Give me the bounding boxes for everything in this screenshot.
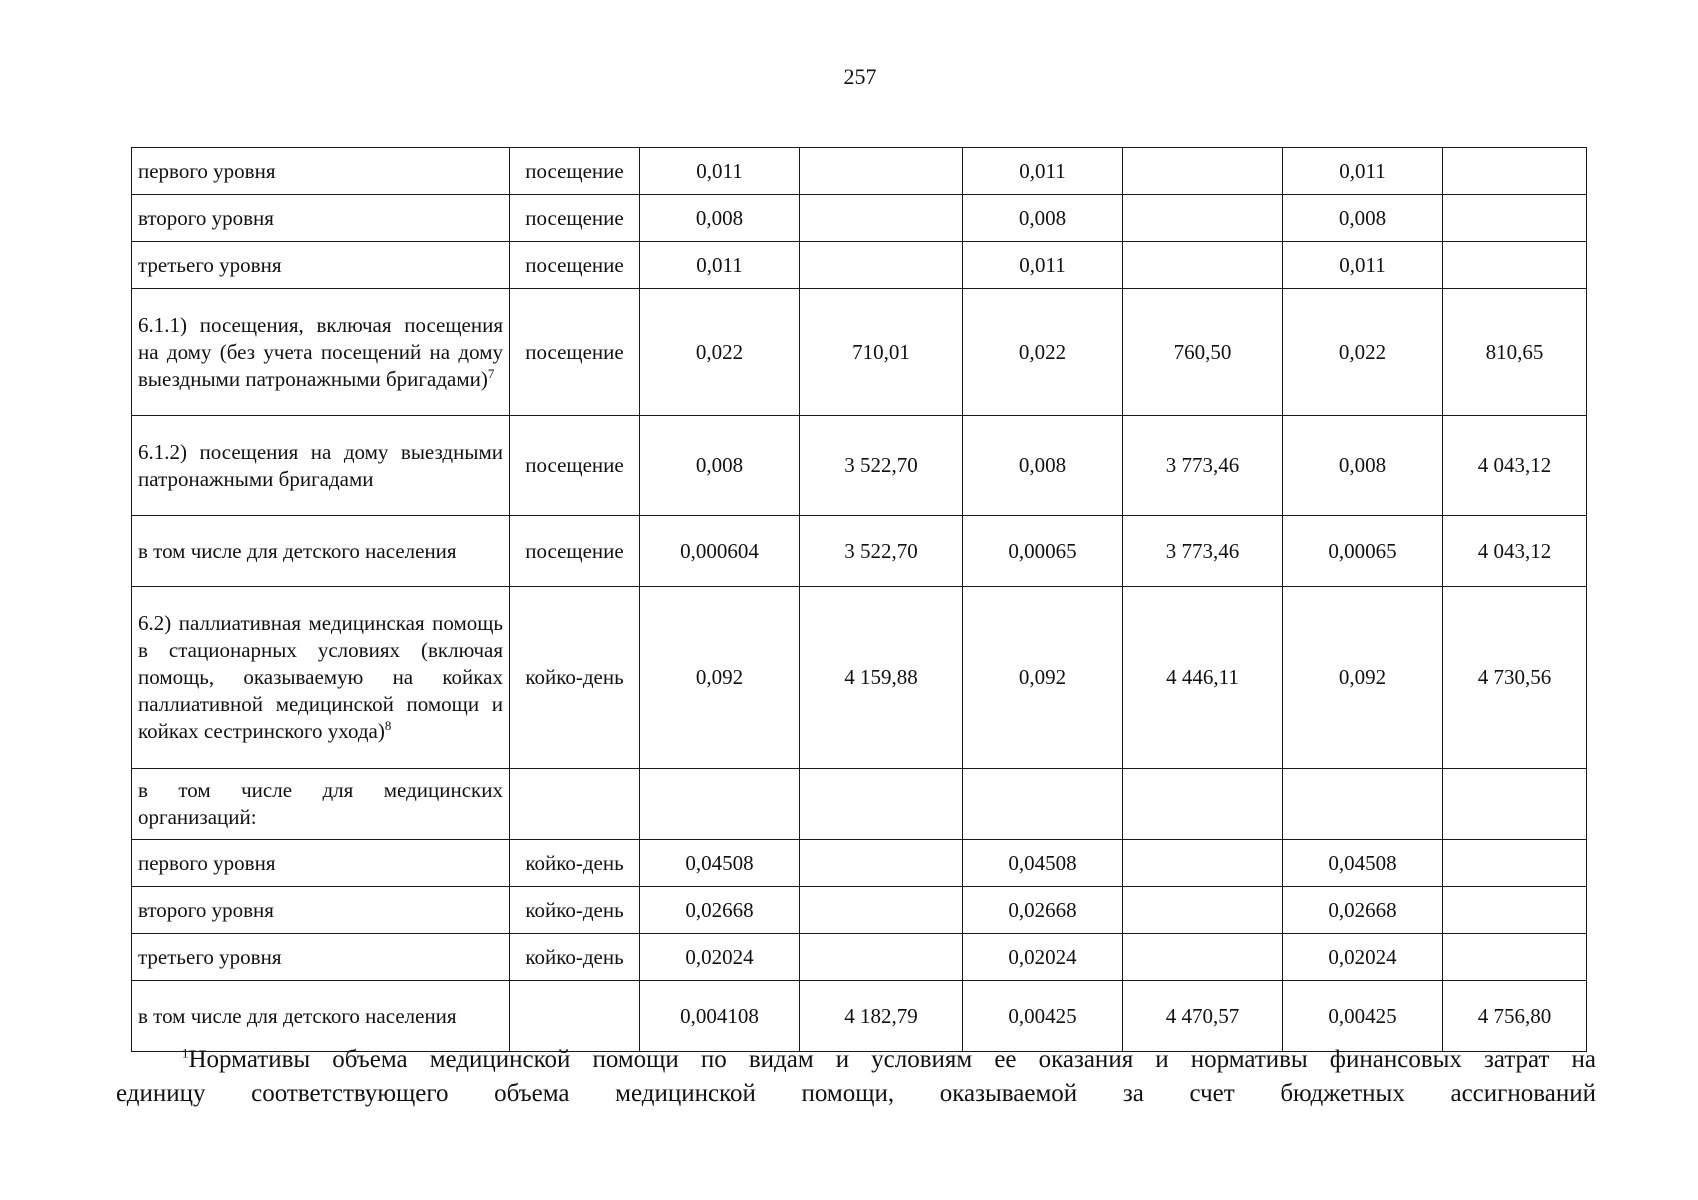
cell-value: 4 730,56 — [1443, 587, 1587, 769]
cell-value: 710,01 — [800, 289, 963, 416]
table-row — [132, 289, 1587, 416]
row-unit — [510, 769, 640, 840]
cell-value: 0,008 — [1283, 416, 1443, 516]
cell-value: 0,004108 — [640, 981, 800, 1052]
row-label: второго уровня — [132, 887, 510, 934]
cell-value: 3 773,46 — [1123, 516, 1283, 587]
row-label: в том числе для детского населения — [132, 981, 510, 1052]
cell-value: 0,04508 — [1283, 840, 1443, 887]
cell-value: 0,00425 — [963, 981, 1123, 1052]
table-row — [132, 148, 1587, 195]
cell-value: 3 773,46 — [1123, 416, 1283, 516]
row-label — [132, 289, 510, 416]
cell-value: 4 182,79 — [800, 981, 963, 1052]
cell-value: 0,092 — [640, 587, 800, 769]
row-unit: посещение — [510, 242, 640, 289]
footnote — [116, 1043, 1596, 1111]
table-row — [132, 934, 1587, 981]
cell-value: 0,011 — [963, 148, 1123, 195]
table-row — [132, 587, 1587, 769]
cell-value: 0,008 — [1283, 195, 1443, 242]
footnote-ref: 8 — [384, 718, 392, 733]
table-row — [132, 887, 1587, 934]
row-unit: посещение — [510, 148, 640, 195]
footnote-ref: 7 — [487, 365, 495, 381]
cell-value — [1123, 769, 1283, 840]
cell-value: 3 522,70 — [800, 516, 963, 587]
cell-value: 810,65 — [1443, 289, 1587, 416]
row-unit — [510, 981, 640, 1052]
footnote-marker: 1 — [182, 1045, 189, 1061]
table-row — [132, 195, 1587, 242]
cell-value: 3 522,70 — [800, 416, 963, 516]
cell-value — [1443, 148, 1587, 195]
row-label-text: 6.2) паллиативная медицинская помощь в стационарных условиях (включая помощь, оказываемую на койках паллиативной медицинской помощи и койках сестринского ухода) — [138, 611, 503, 743]
cell-value: 0,008 — [963, 195, 1123, 242]
cell-value: 4 043,12 — [1443, 416, 1587, 516]
table-row — [132, 516, 1587, 587]
row-label: 6.1.2) посещения на дому выездными патронажными бригадами — [132, 416, 510, 516]
cell-value — [1443, 840, 1587, 887]
cell-value: 0,02024 — [963, 934, 1123, 981]
cell-value — [640, 769, 800, 840]
cell-value: 760,50 — [1123, 289, 1283, 416]
cell-value: 0,02024 — [640, 934, 800, 981]
cell-value — [800, 769, 963, 840]
cell-value: 0,008 — [640, 416, 800, 516]
cell-value — [1123, 242, 1283, 289]
row-label: второго уровня — [132, 195, 510, 242]
row-label: первого уровня — [132, 840, 510, 887]
cell-value: 0,011 — [640, 242, 800, 289]
cell-value: 0,008 — [640, 195, 800, 242]
footnote-line — [116, 1043, 1596, 1077]
cell-value: 4 470,57 — [1123, 981, 1283, 1052]
row-label — [132, 587, 510, 769]
cell-value: 0,011 — [1283, 148, 1443, 195]
cell-value: 0,00065 — [963, 516, 1123, 587]
cell-value — [963, 769, 1123, 840]
cell-value: 0,04508 — [963, 840, 1123, 887]
row-label: в том числе для детского населения — [132, 516, 510, 587]
cell-value: 0,092 — [963, 587, 1123, 769]
cell-value — [1123, 195, 1283, 242]
cell-value: 0,092 — [1283, 587, 1443, 769]
row-unit: койко-день — [510, 887, 640, 934]
cell-value: 0,02668 — [640, 887, 800, 934]
row-unit: койко-день — [510, 934, 640, 981]
cell-value: 0,02668 — [963, 887, 1123, 934]
cell-value: 4 043,12 — [1443, 516, 1587, 587]
cell-value: 0,008 — [963, 416, 1123, 516]
table-row — [132, 981, 1587, 1052]
cell-value: 0,011 — [963, 242, 1123, 289]
cell-value: 0,02024 — [1283, 934, 1443, 981]
table-row — [132, 242, 1587, 289]
page-number: 257 — [843, 64, 877, 89]
cell-value — [1443, 887, 1587, 934]
cell-value — [800, 195, 963, 242]
cell-value: 0,04508 — [640, 840, 800, 887]
norms-table — [131, 147, 1587, 1052]
cell-value — [1443, 934, 1587, 981]
cell-value — [1123, 148, 1283, 195]
cell-value — [800, 934, 963, 981]
cell-value: 0,000604 — [640, 516, 800, 587]
cell-value — [800, 148, 963, 195]
cell-value: 0,011 — [640, 148, 800, 195]
row-label: третьего уровня — [132, 242, 510, 289]
cell-value — [1443, 769, 1587, 840]
row-unit: койко-день — [510, 587, 640, 769]
row-unit: койко-день — [510, 840, 640, 887]
cell-value — [800, 887, 963, 934]
table-row — [132, 416, 1587, 516]
row-unit: посещение — [510, 416, 640, 516]
row-label: в том числе для медицинских организаций: — [132, 769, 510, 840]
cell-value — [1283, 769, 1443, 840]
cell-value — [1123, 887, 1283, 934]
cell-value: 4 756,80 — [1443, 981, 1587, 1052]
cell-value: 0,00065 — [1283, 516, 1443, 587]
row-label-text: 6.1.1) посещения, включая посещения на дому (без учета посещений на дому выездными патронажными бригадами) — [138, 312, 503, 391]
table-row — [132, 840, 1587, 887]
cell-value — [1443, 195, 1587, 242]
row-unit: посещение — [510, 195, 640, 242]
row-unit: посещение — [510, 516, 640, 587]
cell-value — [1123, 840, 1283, 887]
cell-value: 4 446,11 — [1123, 587, 1283, 769]
cell-value — [800, 840, 963, 887]
cell-value: 0,022 — [640, 289, 800, 416]
row-label: третьего уровня — [132, 934, 510, 981]
footnote-text: Нормативы объема медицинской помощи по видам и условиям ее оказания и нормативы финансовых затрат на — [188, 1046, 1596, 1073]
cell-value: 4 159,88 — [800, 587, 963, 769]
table-row — [132, 769, 1587, 840]
cell-value: 0,022 — [963, 289, 1123, 416]
cell-value — [1443, 242, 1587, 289]
row-unit: посещение — [510, 289, 640, 416]
cell-value: 0,02668 — [1283, 887, 1443, 934]
cell-value: 0,022 — [1283, 289, 1443, 416]
row-label: первого уровня — [132, 148, 510, 195]
cell-value — [1123, 934, 1283, 981]
cell-value: 0,011 — [1283, 242, 1443, 289]
cell-value — [800, 242, 963, 289]
cell-value: 0,00425 — [1283, 981, 1443, 1052]
footnote-line: единицу соответствующего объема медицинской помощи, оказываемой за счет бюджетных ассигнований — [116, 1080, 1596, 1107]
